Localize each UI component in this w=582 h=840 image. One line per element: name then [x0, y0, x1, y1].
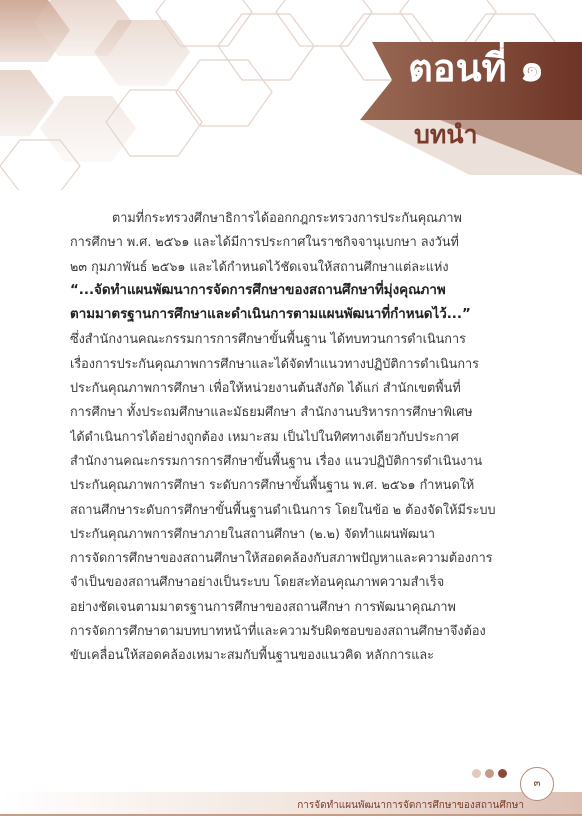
- page-number: ๓: [520, 767, 554, 801]
- section-title: บทนำ: [414, 120, 478, 149]
- paragraph-line: ประกันคุณภาพการศึกษา เพื่อให้หน่วยงานต้นสังกัด ได้แก่ สำนักเขตพื้นที่: [70, 380, 461, 396]
- paragraph-line: จำเป็นของสถานศึกษาอย่างเป็นระบบ โดยสะท้อนคุณภาพความสำเร็จ: [70, 574, 445, 590]
- chapter-title: ตอนที่ ๑: [408, 46, 544, 90]
- paragraph-line: สำนักงานคณะกรรมการการศึกษาขั้นพื้นฐาน เรื่อง แนวปฏิบัติการดำเนินงาน: [70, 452, 483, 468]
- paragraph-line: การจัดการศึกษาของสถานศึกษาให้สอดคล้องกับสภาพปัญหาและความต้องการ: [70, 550, 493, 566]
- dot-light: [472, 769, 481, 778]
- body-paragraph: [70, 206, 546, 668]
- paragraph-line: ประกันคุณภาพการศึกษา ระดับการศึกษาขั้นพื้นฐาน พ.ศ. ๒๕๖๑ กำหนดให้: [70, 477, 475, 493]
- paragraph-line: ตามที่กระทรวงศึกษาธิการได้ออกกฎกระทรวงการประกันคุณภาพ: [112, 210, 462, 225]
- paragraph-line: การศึกษา พ.ศ. ๒๕๖๑ และได้มีการประกาศในราชกิจจานุเบกษา ลงวันที่: [70, 234, 459, 250]
- paragraph-line: เรื่องการประกันคุณภาพการศึกษาและได้จัดทำแนวทางปฏิบัติการดำเนินการ: [70, 355, 479, 371]
- dot-medium: [485, 769, 494, 778]
- paragraph-line: ประกันคุณภาพการศึกษาภายในสถานศึกษา (๒.๒) จัดทำแผนพัฒนา: [70, 525, 436, 541]
- paragraph-line: ได้ดำเนินการได้อย่างถูกต้อง เหมาะสม เป็นไปในทิศทางเดียวกับประกาศ: [70, 428, 459, 444]
- paragraph-line: ๒๓ กุมภาพันธ์ ๒๕๖๑ และได้กำหนดไว้ชัดเจนให้สถานศึกษาแต่ละแห่ง: [70, 258, 449, 274]
- quoted-line: “...จัดทำแผนพัฒนาการจัดการศึกษาของสถานศึกษาที่มุ่งคุณภาพ: [70, 282, 446, 298]
- paragraph-line: การศึกษา ทั้งประถมศึกษาและมัธยมศึกษา สำนักงานบริหารการศึกษาพิเศษ: [70, 404, 473, 420]
- quoted-line: ตามมาตรฐานการศึกษาและดำเนินการตามแผนพัฒนาที่กำหนดไว้...”: [70, 307, 471, 323]
- paragraph-line: สถานศึกษาระดับการศึกษาขั้นพื้นฐานดำเนินการ โดยในข้อ ๒ ต้องจัดให้มีระบบ: [70, 501, 496, 517]
- dot-dark: [498, 769, 507, 778]
- paragraph-line: ขับเคลื่อนให้สอดคล้องเหมาะสมกับพื้นฐานของแนวคิด หลักการและ: [70, 647, 434, 663]
- footer-book-title: การจัดทำแผนพัฒนาการจัดการศึกษาของสถานศึกษา: [297, 800, 524, 811]
- paragraph-line: อย่างชัดเจนตามมาตรฐานการศึกษาของสถานศึกษา การพัฒนาคุณภาพ: [70, 598, 456, 614]
- paragraph-line: ซึ่งสำนักงานคณะกรรมการการศึกษาขั้นพื้นฐาน ได้ทบทวนการดำเนินการ: [70, 331, 466, 347]
- paragraph-line: การจัดการศึกษาตามบทบาทหน้าที่และความรับผิดชอบของสถานศึกษาจึงต้อง: [70, 623, 486, 639]
